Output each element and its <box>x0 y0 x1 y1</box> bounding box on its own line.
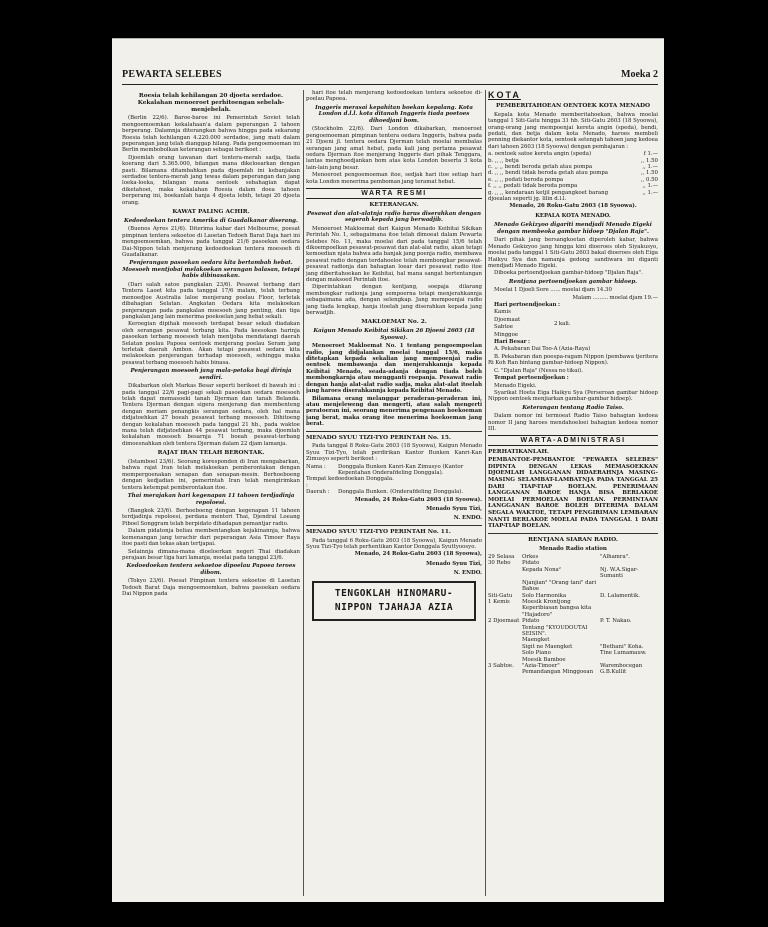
article-subheadline: Kaigun Menado Keibitai Sikikan 26 Djoeni 2603 (18 Syoowa). <box>313 328 475 341</box>
signature-line: Menado, 24 Roku-Gatu 2603 (18 Syoowa). <box>354 496 482 503</box>
signature-line: Menado, 26 Roku-Gatu 2603 (18 Syoowa). <box>509 203 637 210</box>
fee-list <box>488 151 658 202</box>
section-kota: KOTA <box>488 90 521 100</box>
article-paragraph: Dikabarkan oleh Markas Besar seperti berikoet di bawah ini : pada tanggal 22/6 pagi-pagi sekali pasoekan oedara moesoeh telah dapat memasoeki tanah Djerman dan tanah Belanda. Tentera Djerman dengan sigera menjerang dan membenteng dengan meriam penangkis serangan oedara, oleh hal mana didjatoehkan 27 boeah pesawat terbang moesoeh. Dihitoeng dengan kekalahan moesoeh pada tanggal 21 hb., pada waktoe mana telah didjatoehkan 44 pesawat terbang, maka djoemlah kekalahan moesoeh besarnja 71 boeah pesawat-terbang dimoesnahkan oleh tentera Djerman dalam 22 djam lamanja. <box>122 383 300 447</box>
article-headline: PERHATIKANLAH. <box>488 449 549 456</box>
list-item: Djoemaat <box>494 316 521 323</box>
signature-line: N. ENDO. <box>453 515 482 522</box>
radio-schedule <box>488 554 658 676</box>
article-paragraph: Dari pihak jang bersangkoetan diperoleh kabar, bahwa Menado Gekizyoo jang hingga kini dioeroes oleh Siyakusyo, moelai pada tanggal 1 Siti-Gatu 2603 bakal dioeroes oleh Eiga Haikyu Sya dan namanja gedong sandiwara ini diganti mendjadi Menado Eigeki. <box>488 237 658 269</box>
section-header: WARTA RESMI <box>306 188 482 199</box>
article-paragraph: Pada tanggal 8 Roku-Gatu 2603 (18 Syoowa), Kaigun Menado Syuu Tizi-Tyo, telah perdirikan Kantor Bunken Kanri-Kan Zimusyo seperti berikoet : <box>306 443 482 463</box>
ad-line: TENGOKLAH HINOMARU- <box>334 587 454 599</box>
article-paragraph: (Buenos Ayres 21/6). Diterima kabar dari Melbourne, poesat pimpinan tentera sekoetoe di Laoetan Tedoeh Barat Daja hari ini mengoemoemkan, bahwa pada tanggal 21/6 pasoekan oedara Dai-Nippon telah menjerang kedoedoekan tentera moesoeh di Guadalkanar. <box>122 226 300 258</box>
schedule-row: 2 Djoemaat Pidato P. T. Nakao. <box>488 618 632 625</box>
schedule-row: 1 Kemis Moesik Krontjong <box>488 598 571 605</box>
article-paragraph: (Tokyo 23/6). Poesat Pimpinan tentera sekoetoe di Laoetan Tedoeh Barat Daja mengoemoemkan, bahwa pasoekan oedara Dai Nippon pada <box>122 578 300 598</box>
ad-line: NIPPON TJAHAJA AZIA <box>334 601 454 613</box>
article-headline: Roesia telah kehilangan 20 djoeta serdadoe. Kekalahan menoeroet perhitoengan sebelah-menjebelah. <box>137 93 285 113</box>
day-list <box>488 309 658 339</box>
schedule-row: Njanjian² "Orang tani" dari Bahoe <box>522 579 597 593</box>
article-paragraph: (Bangkok 23/6). Berhoeboeng dengan kegenapan 11 tahoen terdjadinja repoloesi, perdana menteri Thai, Djendral Loeang Piboel Songgram telah berpidato dihadapan pemantjar radio. <box>122 508 300 527</box>
list-item: Nama : Donggala Bunken Kanri-Kan Zimusyo (Kantor Kepentahan Onderafdeling Donggala). <box>306 463 464 476</box>
article-headline: RENTJANA SIARAN RADIO. <box>528 536 618 543</box>
schedule-row: Tentang "KYOUDOUTAI SEISIN". <box>522 624 588 637</box>
divider <box>306 431 482 432</box>
fee-item: b. ,, ,, betja ,, 1.50 <box>488 157 658 164</box>
schedule-row: Siti-Gatu Solo Harmonika D. Lalamentik. <box>488 592 640 599</box>
schedule-row: Sigit ne Maengket "Bethani" Koha. <box>522 643 644 650</box>
article-headline: KAWAT PALING ACHIR. <box>172 209 250 216</box>
article-paragraph: Moelai 1 Djoeli Sore ...... moelai djam 14.30 <box>494 287 612 294</box>
article-paragraph: Pada tanggal 6 Roku-Gatu 2603 (18 Syoowa), Kaigun Menado Syuu Tizi-Tyo telah perhentikan Kantor Donggala Syuttyoosyo. <box>306 537 482 550</box>
article-headline: MENADO SYUU TIZI-TYO PERINTAH No. 15. <box>306 434 451 441</box>
schedule-row: Keperibiasan bangsa kita "Hajadoro" <box>522 605 592 618</box>
article-subheadline: Penjerangan moesoeh jang mala-petaka bagi dirinja sendiri. <box>130 368 292 381</box>
list-item: Sabtoe <box>494 324 513 331</box>
masthead <box>122 68 658 85</box>
article-paragraph: (Stockholm 22/6). Dari London dikabarkan, menoeroet pengoemoeman pimpinan tentera oedara Inggeris, bahwa pada 21 Djoeni jl. tentera oedara Djerman telah moelai membalas serangan jang amat hebat, pada kali jang pertama pesawat oedara Djerman itoe menjerang Inggeris dari pihak Tenggara, lantas menghoedjankan bom atas kota London beserta 3 kota lain-lain jang besar. <box>306 126 482 171</box>
article-paragraph: (Berlin 22/6). Baroe-baroe ini Pemerintah Soviet telah mengoemoemkan kekalahaan'a dalam peperangan 2 tahoen berperang. Dalamnja diterangkan bahwa hingga pada sekarang Roesia telah kehilangan 4.220.000 serdadoe, jang mati dalam peperangan jang telah dianggap hilang. Pada pengoemoeman ini Berlin membobolkan keterangan sebagai berikoet : <box>122 115 300 154</box>
paper-name: PEWARTA SELEBES <box>122 69 222 80</box>
scan-edge <box>112 38 664 39</box>
article-paragraph: Malam ......... moelai djam 19.— <box>572 294 658 301</box>
schedule-row: 3 Sabtoe. "Azia-Timoer" Warembocegan <box>488 662 643 669</box>
signature-line: Menado Syuu Tizi, <box>426 505 482 512</box>
article-paragraph: Bilamana orang melanggar peraderan-peraderan ini, atau menjeleweng dan mengerti, atau salah mengerti peratoeran ini, seorang menerima pengenaan hoekoeman jang berat, maka orang itoe menerima hoekoeman jang berat. <box>306 395 482 428</box>
schedule-row: Moesik Bamboe <box>522 656 566 663</box>
article-subheadline: Menado Gekizyoo digariti mendjadi Menado Eigeki dengan membeoka gambar hidoep "Djalan Raja". <box>494 222 652 235</box>
article-paragraph: (Istamboel 23/6). Seorang koresponden di Iran mengabarkan, bahwa rajat Iran telah melakoekan pemberontakan dengan mempergoenakan senapan dan senapan-mesin. Berhoeboeng dengan kedjadian ini, pemerintah Iran telah mengirimkan tentera ketempat pemberontakan itoe. <box>122 459 300 491</box>
column-1 <box>122 90 300 896</box>
article-headline: MENADO SYUU TIZI-TYO PERINTAH No. 11. <box>306 528 451 535</box>
list-item: Tempat kedoedoekan : Donggala. <box>306 476 394 489</box>
article-paragraph: Hari Besar : <box>494 339 530 346</box>
article-paragraph: Tempat pertoendjoekan : <box>494 375 569 382</box>
article-subheadline: Menado Radio station <box>539 545 607 552</box>
list-item: Menado Eigeki. <box>494 382 537 389</box>
fee-item: f. ,, ,, pedati tidak beroda pompa ,, 1.— <box>488 183 658 190</box>
article-paragraph: Dalam pidatonja beliau membentangkan kejakinannja, bahwa kemenangan jang terachir dari peperangan Asia Timoer Raya itoe pasti dan tekas akan tertjapai. <box>122 528 300 548</box>
article-paragraph: Kepala kota Menado memberitahoekan, bahwa moelai tanggal 1 Siti-Gatu hingga 31 hb. Siti-Gatu 2603 (18 Syoowa), orang-orang jang mempoenjai kereta angin (speda), bendi, pedati, dan betja dalam kota Menado, haroes membeli penning diekantor kota, oentoek setengah tahoen jang kedoea dari tahoen 2603 (18 Syoowa) dengan pembajaran : <box>488 111 658 150</box>
fee-item: a. oentoek satoe kereta angin (speda) f 1.— <box>488 151 658 158</box>
schedule-row: Pemandangan Minggoean G.B.Kullit <box>522 669 627 676</box>
page-number: Moeka 2 <box>621 69 658 80</box>
article-headline: PEMBERITAHOEAN OENTOEK KOTA MENADO <box>495 103 651 109</box>
article-paragraph: Hari pertoendjoekan : <box>494 302 560 309</box>
fee-item: e. ,, ,, pedati beroda pompa ,, 0.50 <box>488 176 658 183</box>
article-subheadline: Pesawat dan alat-alatnja radio harus diserahkan dengan segerah kepada jang berwadjib. <box>307 210 481 224</box>
article-paragraph: (Dari salah satoe pangkalan 23/6). Pesawat terbang dari Tentera Laoet kita pada tanggal 17/6 malam, telah terbang menoedjoe Australia laloe menjerang poelau Floor, terletak dibahagian Selatan. Angkatan Oedara kita melakoekan penjerangan pada pangkalan moesoeh jang penting, dan tiga pangkalan jang lain menerima poekoelan jang hebat sekali. <box>122 281 300 320</box>
article-paragraph: Djoemlah orang tawanan dari tentera-merah sadja, tiada koerang dari 5.365.000, bilangan mana dikeloearkan dengan pasti. Bilamana ditambahkan pada djoemlah ini kebanjakan serdadoe tentera-merah jang tewas dalam peperangan dan jang loeka-loeka, bilangan mana oentoek sebahagian dapat diketahoei, maka kekalahan Roesia dalam doea tahoen berperang ini, boekanlah hanja 4 djoeta lebih, tetapi 20 djoeta orang. <box>122 154 300 206</box>
article-paragraph: Dalam nomor ini termoeat Radio Taiso bahagian kedoea nomor II jang haroes mendahoeloei bahagian kedoea nomor III. <box>488 413 658 433</box>
schedule-row: 29 Selasa Orkes "Alhamra". <box>488 554 630 561</box>
notice-text: PEMBANTOE-PEMBANTOE "PEWARTA SELEBES" DIPINTA DENGAN LEKAS MEMASOEKKAN DJOEMLAH LANGGANAN DIDAERAHNJA MASING-MASING SELAMBAT-LAMBATNJA PADA TANGGAL 25 DARI TIAP-TIAP BOELAN. PENERIMAAN LANGGANAN BAROE HANJA BISA BERLAKOE MOELAI PERMOELAAN BOELAN. PERMINTAAN LANGGANAN BAROE BOLEH DITERIMA DALAM SEGALA WAKTOE, TETAPI PENGIRIMAN LEMBARAN NANTI BERLAKOE MOELAI PADA TANGGAL 1 DARI TIAP-TIAP BOELAN. <box>488 457 658 530</box>
article-subheadline: Rentjana pertoendjoekan gambar hidoep. <box>508 278 638 285</box>
fee-item: g. ,, ,, kendaraan ketjil pengangkoet barang djoealan seperti jg. lilin d.l.l. ,, 1.— <box>488 189 658 203</box>
article-headline: MAKLOEMAT No. 2. <box>361 319 427 326</box>
list-item: Syarikat Hoeta Eiga Haikyu Sya (Perseroan gambar hidoep Nippon oentoek menjiarkan gambar-gambar hidoep). <box>488 389 658 403</box>
signature-line: Menado Syuu Tizi, <box>426 560 482 567</box>
schedule-row: Maengket <box>522 637 550 644</box>
list-item: Kamis <box>494 309 511 316</box>
signature-line: N. ENDO. <box>453 570 482 577</box>
list-item: 2 kali. <box>554 320 571 327</box>
column-3 <box>488 90 658 896</box>
article-subheadline: Penjerangan pasoekan oedara kita bertambah hebat. Moesoeh mentjobai melakoekan serangan balasan, tetapi habis dibinasakan. <box>122 260 300 280</box>
section-header: WARTA-ADMINISTRASI <box>488 435 658 446</box>
list-item: A. Pekabaran Dai Too-A (Azia-Raya) <box>494 346 591 353</box>
schedule-row: Kepada Nona² Nj. W.A.Sigar-Sumanti <box>522 566 639 580</box>
column-rule <box>303 90 304 896</box>
newspaper-page <box>112 38 664 902</box>
advertisement-box <box>312 581 476 621</box>
article-paragraph: Diperintahkan dengan kentjang, soepaja dilarang membongkar radionja jang sempoerna tetapi menjerahkannja sebagaimana ada, dengan selengkap. Jang mempoenjai radio jang tiada lengkap, hanja itoelah jang diserahkan kepada jang berwadjib. <box>306 284 482 317</box>
article-subheadline: Kedoedoekan tentera sekoetoe dipoelau Papoea teroes dibom. <box>126 563 296 576</box>
list-item: Minggoe <box>494 331 519 338</box>
schedule-row: 30 Rebo Pidato <box>488 560 540 567</box>
article-subheadline: Thai merajakan hari kegenapan 11 tahoen terdjadinja repoloesi. <box>127 493 295 506</box>
list-item: B. Pekabaran dan poespa-ragam Nippon (pembawa tjeritera Ri Koh Ran bintang gambar-hidoep Nippon). <box>488 353 658 367</box>
article-paragraph: Menoeroet Makloemat dari Kaigun Menado Keibitai Sikikan Perintah No. 1, sebagaimana itoe telah dimoeat dalam Pewarta Selebes No. 11, maka moelai dari pada tanggal 15/6 telah dikoempoelkan pesawat-pesawat dan alat-alat radio, akan tetapi kemoedian njata bahwa ada banjak jang poenja radio, membawa pesawat radio dengan terdahoeloe telah membongkar pesawat-pesawat radionja dan bahagian loear dari pesawat radio itoe jang diberitahoekan ke Keibitai, hal mana sangat bertentangan dengan maksoed Perintah itoe. <box>306 225 482 284</box>
article-paragraph: Selainnja dimana-mana dioeloerkan negeri Thai diadakan perajaan besar tiga hari lamanja, moelai pada tanggal 23/6. <box>122 548 300 561</box>
divider <box>306 525 482 526</box>
list-item: Daerah : Donggala Bunken. (Onderafdeling Donggala). <box>306 489 464 496</box>
article-headline: KETERANGAN. <box>369 201 419 208</box>
fee-item: d. ,, ,, bendi tidak beroda getah atau pompa ,, 1.50 <box>488 170 658 177</box>
article-paragraph: Keroegian dipihak moesoeh terdapat besar sekali diadakan oleh serangan pesawat terbang kita. Pada keesokan harinja pasoekan terbang moesoeh telah mentjoba mendatangi daerah Selatan poelau Papoea oentoek menjerang poelau Seram jang terletak daerah Ambon. Akan tetapi pesawat oedara kita melakoekan penjerangan terhadap moesoeh, sehingga maka pesawat terbang moesoeh habis binasa. <box>122 321 300 366</box>
signature-line: Menado, 24 Roku-Gatu 2603 (18 Syoowa), <box>354 551 482 558</box>
article-paragraph: hari itoe telah menjerang kedoedoekan tentera sekoetoe di-poelau Papoea. <box>306 90 482 103</box>
divider <box>488 533 658 534</box>
list-item: C. "Djalan Raja" (Nessa no tikai). <box>494 367 583 374</box>
article-paragraph: Menoeroet pengoemoeman itoe, sedjak hari itoe setiap hari kota London menerima pemboman jang teramat hebat. <box>306 172 482 185</box>
article-subheadline: Keterangan tentang Radio Taiso. <box>522 404 624 411</box>
column-rule <box>485 90 486 896</box>
article-paragraph: Menoeroet Makloemat No. 1 tentang pengoempoelan radio, jang didjalankan moelai tanggal 15/6, maka ditetapkan kepada sekalian jang mempoenjai radio oentoek membawanja dan menjerahkannja kepada Keibitai Menado, seada-adanja dengan tiada boleh membongkarnja atau mengganti roepanja. Pesawat radio dengan hanja alat-alat radio sadja, maka alat-alat itoelah jang haroes diserahkannja kepada Keibitai Menado. <box>306 343 482 395</box>
signature-line: KEPALA KOTA MENADO. <box>535 212 611 219</box>
article-subheadline: Kedoedoekan tentera Amerika di Guadalkanar diserang. <box>124 217 298 224</box>
column-2 <box>306 90 482 896</box>
article-subheadline: Inggeris merasai kepahitan boekan kepalang. Kota London d.l.l. kota ditanah Inggeris tiada poetoes dihoedjani bom. <box>315 104 473 124</box>
fee-item: c. ,, ,, bendi beroda getah atau pompa ,, 1.— <box>488 164 658 171</box>
article-headline: RAJAT IRAN TELAH BERONTAK. <box>157 450 265 457</box>
schedule-row: Solo Piano Tine Lumamauw. <box>522 650 647 657</box>
article-paragraph: Diboeka pertoendjoekan gambar-hidoep "Djalan Raja". <box>494 270 643 277</box>
